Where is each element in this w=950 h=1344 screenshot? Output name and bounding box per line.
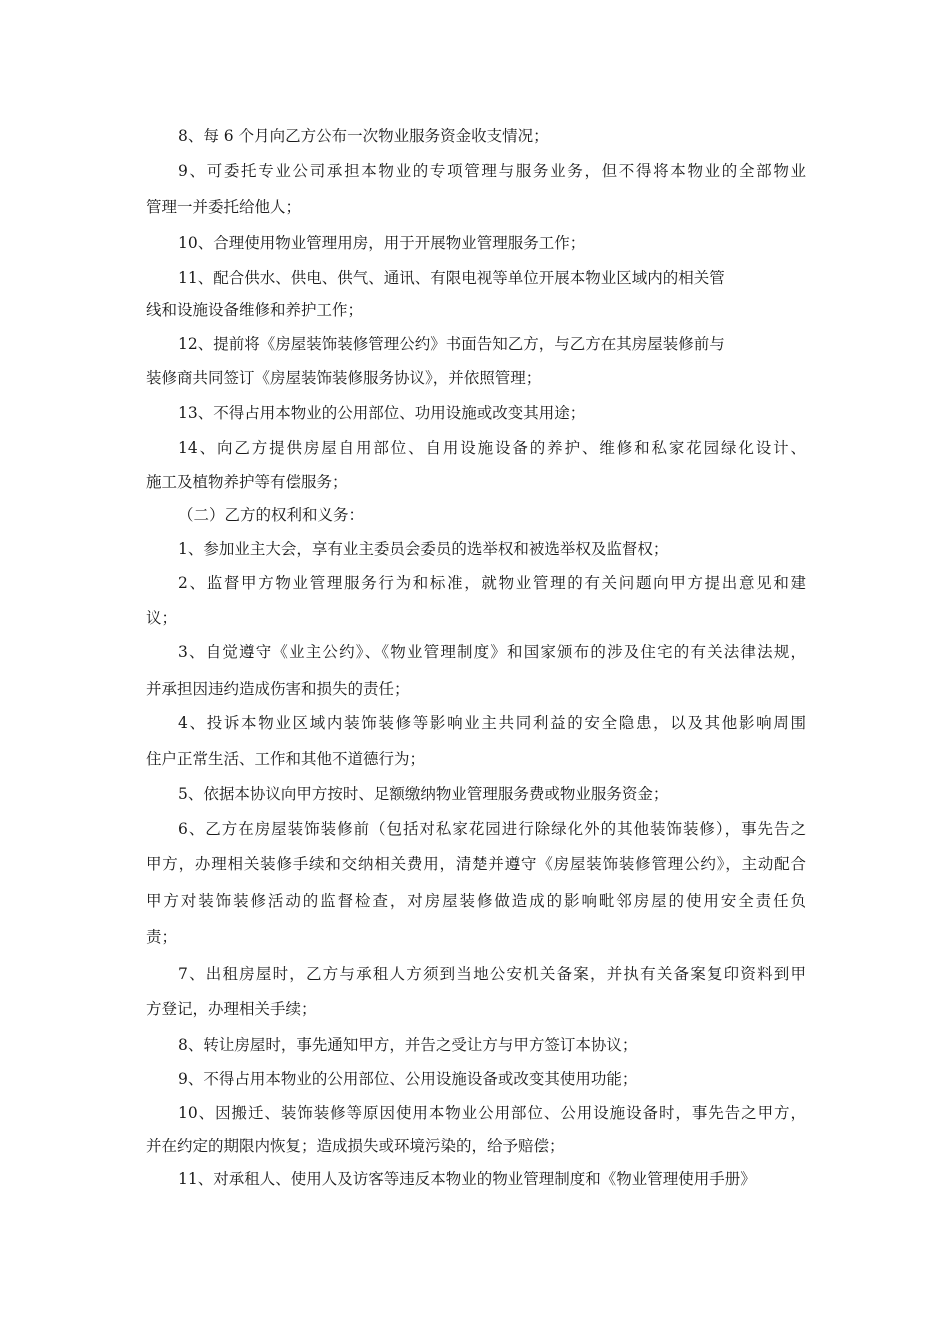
text-line: 11、对承租人、使用人及访客等违反本物业的物业管理制度和《物业管理使用手册》 — [178, 1170, 756, 1188]
text-line: 甲方对装饰装修活动的监督检查，对房屋装修做造成的影响毗邻房屋的使用安全责任负 — [146, 892, 806, 910]
text-line: 8、每 6 个月向乙方公布一次物业服务资金收支情况； — [178, 127, 549, 145]
text-line: 甲方，办理相关装修手续和交纳相关费用，清楚并遵守《房屋装饰装修管理公约》，主动配合 — [146, 855, 806, 873]
text-line: 6、乙方在房屋装饰装修前（包括对私家花园进行除绿化外的其他装饰装修），事先告之 — [178, 820, 806, 838]
text-line: 10、合理使用物业管理用房，用于开展物业管理服务工作； — [178, 234, 586, 252]
text-line: 并承担因违约造成伤害和损失的责任； — [146, 680, 410, 698]
text-line: 5、依据本协议向甲方按时、足额缴纳物业管理服务费或物业服务资金； — [178, 785, 669, 803]
text-line: 议； — [146, 609, 178, 627]
text-line: 9、可委托专业公司承担本物业的专项管理与服务业务，但不得将本物业的全部物业 — [178, 162, 806, 180]
text-line: 14、向乙方提供房屋自用部位、自用设施设备的养护、维修和私家花园绿化设计、 — [178, 439, 806, 457]
text-line: 12、提前将《房屋装饰装修管理公约》书面告知乙方，与乙方在其房屋装修前与 — [178, 335, 725, 353]
text-line: 管理一并委托给他人； — [146, 198, 302, 216]
text-line: 住户正常生活、工作和其他不道德行为； — [146, 750, 426, 768]
text-line: 装修商共同签订《房屋装饰装修服务协议》，并依照管理； — [146, 369, 542, 387]
text-line: 线和设施设备维修和养护工作； — [146, 301, 364, 319]
text-line: 11、配合供水、供电、供气、通讯、有限电视等单位开展本物业区域内的相关管 — [178, 269, 725, 287]
text-line: 施工及植物养护等有偿服务； — [146, 473, 348, 491]
text-line: 责； — [146, 928, 178, 946]
text-line: 10、因搬迁、装饰装修等原因使用本物业公用部位、公用设施设备时，事先告之甲方， — [178, 1104, 806, 1122]
text-line: 2、监督甲方物业管理服务行为和标准，就物业管理的有关问题向甲方提出意见和建 — [178, 574, 806, 592]
text-line: 8、转让房屋时，事先通知甲方，并告之受让方与甲方签订本协议； — [178, 1036, 638, 1054]
text-line: 9、不得占用本物业的公用部位、公用设施设备或改变其使用功能； — [178, 1070, 638, 1088]
text-line: 1、参加业主大会，享有业主委员会委员的选举权和被选举权及监督权； — [178, 540, 669, 558]
text-line: 7、出租房屋时，乙方与承租人方须到当地公安机关备案，并执有关备案复印资料到甲 — [178, 965, 806, 983]
text-line: 13、不得占用本物业的公用部位、功用设施或改变其用途； — [178, 404, 586, 422]
text-line: 并在约定的期限内恢复；造成损失或环境污染的，给予赔偿； — [146, 1137, 565, 1155]
text-line: 4、投诉本物业区域内装饰装修等影响业主共同利益的安全隐患，以及其他影响周围 — [178, 714, 806, 732]
text-line: 3、自觉遵守《业主公约》、《物业管理制度》和国家颁布的涉及住宅的有关法律法规， — [178, 643, 806, 661]
section-heading: （二）乙方的权利和义务： — [178, 506, 365, 524]
text-line: 方登记，办理相关手续； — [146, 1000, 317, 1018]
